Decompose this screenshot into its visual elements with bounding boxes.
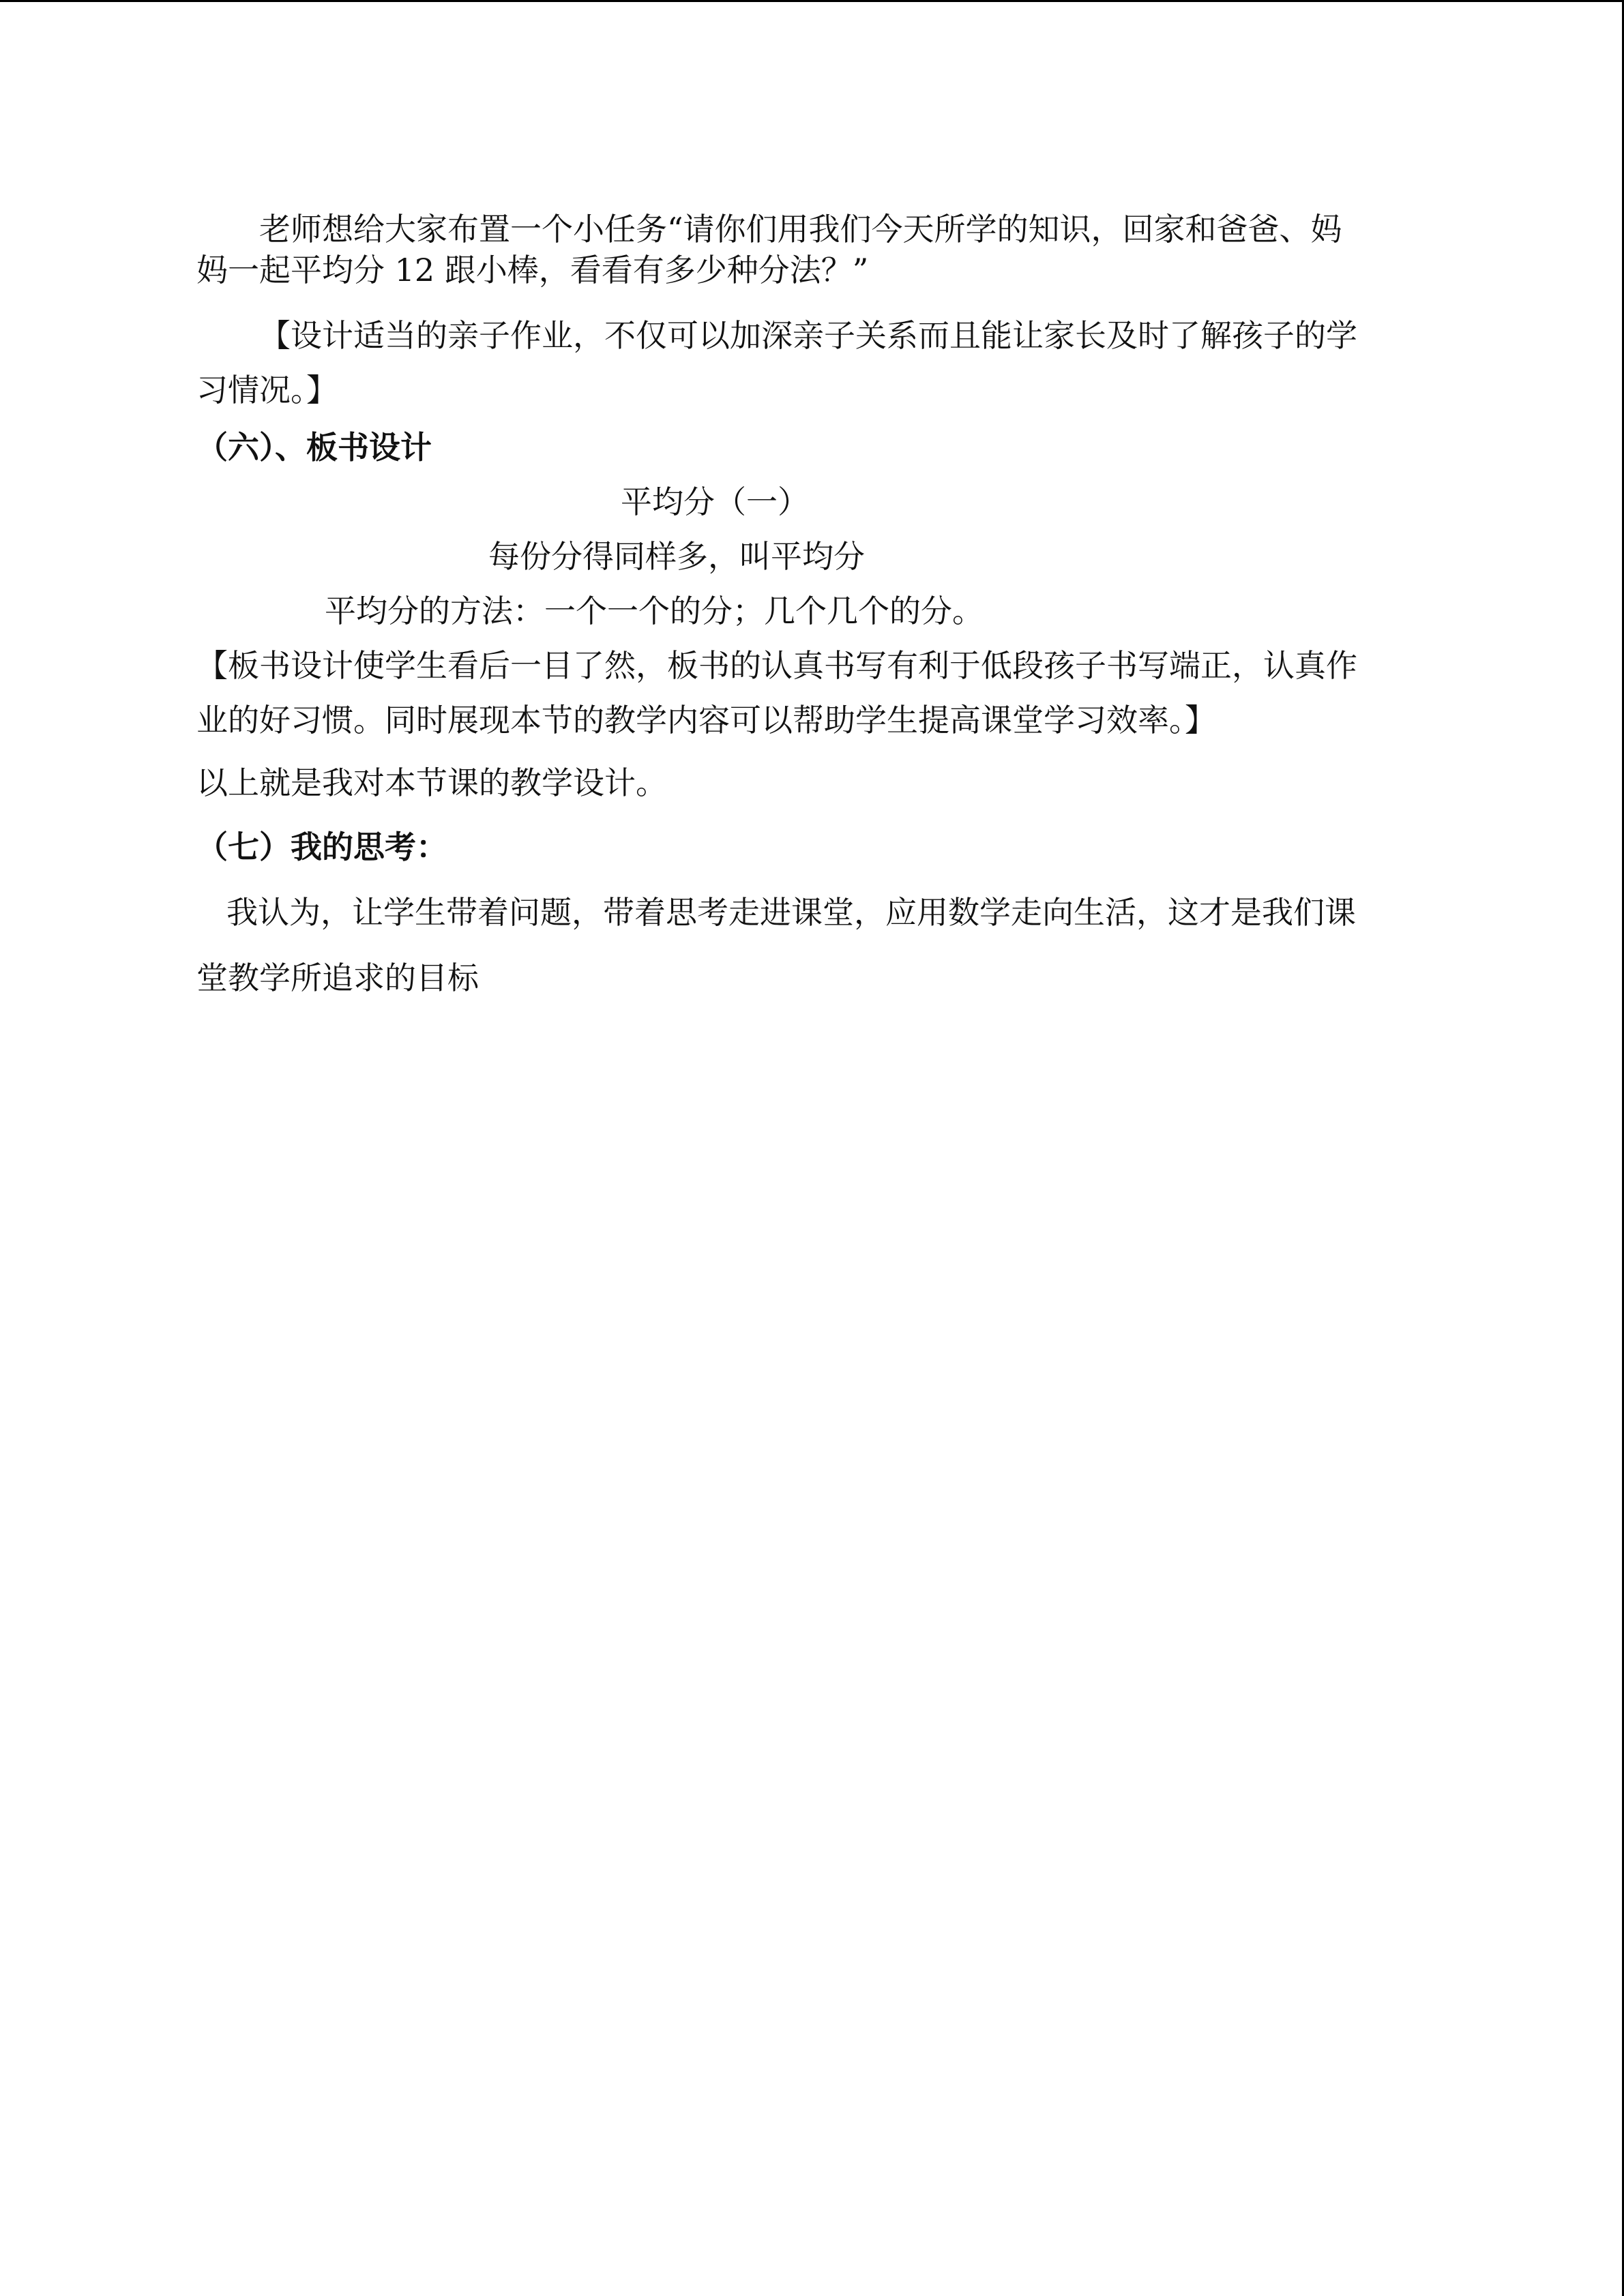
- summary-text: 以上就是我对本节课的教学设计。: [196, 764, 667, 801]
- page-top-border: [0, 0, 1624, 2]
- section-six-heading: （六）、板书设计: [196, 429, 432, 466]
- board-methods: 平均分的方法：一个一个的分；几个几个的分。: [325, 593, 984, 629]
- reflection-line-1: 我认为，让学生带着问题，带着思考走进课堂，应用数学走向生活，这才是我们课: [226, 894, 1356, 931]
- board-note-line-2: 业的好习惯。同时展现本节的教学内容可以帮助学生提高课堂学习效率。】: [196, 702, 1216, 739]
- section-seven-heading: （七）我的思考：: [196, 829, 447, 865]
- reflection-line-2: 堂教学所追求的目标: [196, 959, 479, 996]
- board-definition: 每份分得同样多，叫平均分: [488, 538, 865, 575]
- board-note-line-1: 【板书设计使学生看后一目了然，板书的认真书写有利于低段孩子书写端正，认真作: [196, 647, 1357, 684]
- board-title: 平均分（一）: [621, 483, 809, 520]
- task-paragraph-line-2: 妈一起平均分 12 跟小棒，看看有多少种分法？”: [196, 252, 869, 288]
- homework-note-line-2: 习情况。】: [196, 372, 338, 408]
- task-paragraph-line-1: 老师想给大家布置一个小任务“请你们用我们今天所学的知识，回家和爸爸、妈: [259, 211, 1342, 248]
- homework-note-line-1: 【设计适当的亲子作业，不仅可以加深亲子关系而且能让家长及时了解孩子的学: [259, 317, 1357, 354]
